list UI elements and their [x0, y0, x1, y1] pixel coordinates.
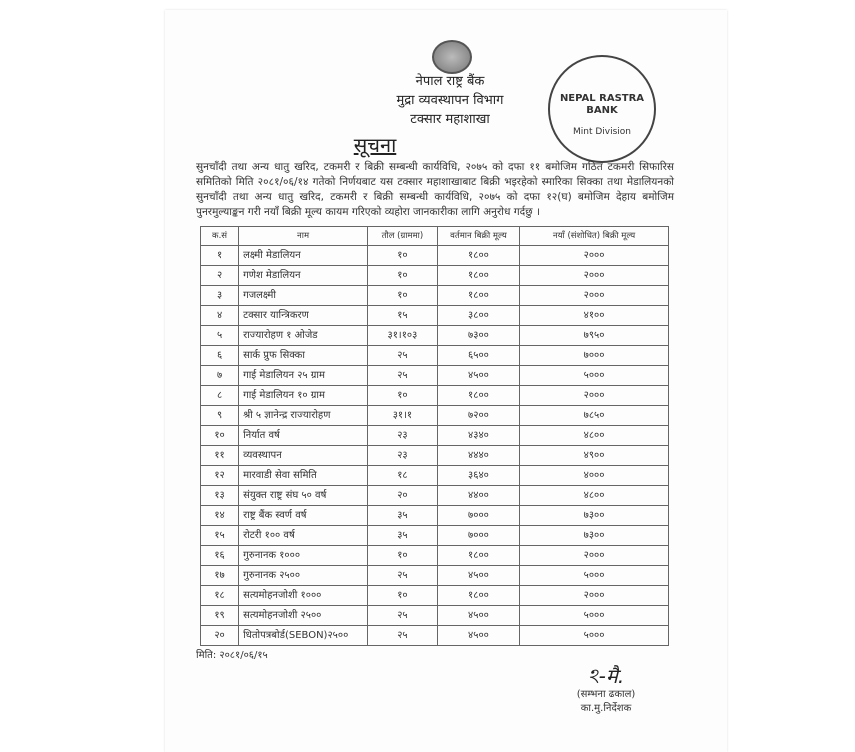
notice-paragraph: सुनचाँदी तथा अन्य धातु खरिद, टकमरी र बिक्री सम्बन्धी कार्यविधि, २०७५ को दफा ११ बमोजिम गठित टकमरी सिफारिस समितिको मिति २०८१/०६/१४ गतेको निर्णयबाट यस टक्सार महाशाखाबाट बिक्री भइरहेको स्मारिका सिक्का तथा मेडालियनको सुनचाँदी तथा अन्य धातु खरिद, टकमरी र बिक्री सम्बन्धी कार्यविधि, २०७५ को दफा १२(घ) बमोजिम देहाय बमोजिम पुनरमुल्याङ्कन गरी नयाँ बिक्री मूल्य कायम गरिएको व्यहोरा जानकारीका लागि अनुरोध गर्दछु ।: [196, 161, 674, 218]
signatory-title: का.मु.निर्देशक: [580, 703, 632, 714]
column-header: नयाँ (संशोधित) बिक्री मूल्य: [520, 227, 669, 246]
name-cell: सत्यमोहनजोशी १०००: [239, 586, 368, 606]
name-cell: गाई मेडालियन १० ग्राम: [239, 386, 368, 406]
name-cell: व्यवस्थापन: [239, 446, 368, 466]
weight-cell: ३१।१०३: [368, 326, 438, 346]
current-price-cell: ४५००: [437, 366, 519, 386]
weight-cell: ३५: [368, 526, 438, 546]
current-price-cell: ७२००: [437, 406, 519, 426]
table-row: [201, 426, 669, 446]
current-price-cell: १८००: [437, 246, 519, 266]
table-row: [201, 526, 669, 546]
header-line2: मुद्रा व्यवस्थापन विभाग: [396, 93, 504, 108]
new-price-cell: ५०००: [520, 626, 669, 646]
name-cell: टक्सार यान्त्रिकरण: [239, 306, 368, 326]
name-cell: संयुक्त राष्ट्र संघ ५० वर्ष: [239, 486, 368, 506]
new-price-cell: ४१००: [520, 306, 669, 326]
name-cell: सार्क प्रुफ सिक्का: [239, 346, 368, 366]
current-price-cell: ७०००: [437, 506, 519, 526]
weight-cell: १५: [368, 306, 438, 326]
new-price-cell: ५०००: [520, 566, 669, 586]
table-row: [201, 366, 669, 386]
table-header-row: [201, 227, 669, 246]
new-price-cell: २०००: [520, 386, 669, 406]
current-price-cell: ४५००: [437, 566, 519, 586]
name-cell: गुरुनानक २५००: [239, 566, 368, 586]
serial-cell: ४: [201, 306, 239, 326]
serial-cell: ६: [201, 346, 239, 366]
new-price-cell: ७०००: [520, 346, 669, 366]
serial-cell: ५: [201, 326, 239, 346]
new-price-cell: ५०००: [520, 366, 669, 386]
name-cell: गुरुनानक १०००: [239, 546, 368, 566]
current-price-cell: ३६४०: [437, 466, 519, 486]
table-row: [201, 626, 669, 646]
weight-cell: २५: [368, 346, 438, 366]
weight-cell: २५: [368, 366, 438, 386]
nrb-emblem-icon: [432, 40, 472, 74]
table-row: [201, 346, 669, 366]
new-price-cell: २०००: [520, 546, 669, 566]
serial-cell: १९: [201, 606, 239, 626]
current-price-cell: ३८००: [437, 306, 519, 326]
weight-cell: २०: [368, 486, 438, 506]
notice-date: मिति: २०८१/०६/१५: [196, 650, 268, 661]
name-cell: राष्ट्र बैंक स्वर्ण वर्ष: [239, 506, 368, 526]
name-cell: निर्यात वर्ष: [239, 426, 368, 446]
serial-cell: १४: [201, 506, 239, 526]
name-cell: श्री ५ ज्ञानेन्द्र राज्यारोहण: [239, 406, 368, 426]
current-price-cell: ७०००: [437, 526, 519, 546]
name-cell: गजलक्ष्मी: [239, 286, 368, 306]
serial-cell: ७: [201, 366, 239, 386]
table-row: [201, 286, 669, 306]
table-row: [201, 566, 669, 586]
current-price-cell: १८००: [437, 266, 519, 286]
serial-cell: १: [201, 246, 239, 266]
table-row: [201, 486, 669, 506]
name-cell: सत्यमोहनजोशी २५००: [239, 606, 368, 626]
serial-cell: १६: [201, 546, 239, 566]
new-price-cell: ७८५०: [520, 406, 669, 426]
serial-cell: १०: [201, 426, 239, 446]
weight-cell: १०: [368, 246, 438, 266]
new-price-cell: ४८००: [520, 486, 669, 506]
serial-cell: ११: [201, 446, 239, 466]
weight-cell: १८: [368, 466, 438, 486]
weight-cell: ३५: [368, 506, 438, 526]
weight-cell: १०: [368, 546, 438, 566]
name-cell: राज्यारोहण १ ओजेड: [239, 326, 368, 346]
table-row: [201, 546, 669, 566]
new-price-cell: ४८००: [520, 426, 669, 446]
weight-cell: १०: [368, 386, 438, 406]
column-header: क.सं: [201, 227, 239, 246]
serial-cell: ९: [201, 406, 239, 426]
current-price-cell: ४४४०: [437, 446, 519, 466]
weight-cell: २५: [368, 606, 438, 626]
table-row: [201, 406, 669, 426]
name-cell: लक्ष्मी मेडालियन: [239, 246, 368, 266]
serial-cell: ८: [201, 386, 239, 406]
current-price-cell: १८००: [437, 546, 519, 566]
bank-seal: NEPAL RASTRA BANK Mint Division: [548, 55, 656, 163]
current-price-cell: ७३००: [437, 326, 519, 346]
new-price-cell: २०००: [520, 246, 669, 266]
table-row: [201, 606, 669, 626]
new-price-cell: २०००: [520, 266, 669, 286]
serial-cell: २०: [201, 626, 239, 646]
price-table: [200, 226, 669, 646]
new-price-cell: ४९००: [520, 446, 669, 466]
signature: ঽ-मै.: [587, 664, 625, 688]
table-row: [201, 586, 669, 606]
name-cell: रोटरी १०० वर्ष: [239, 526, 368, 546]
new-price-cell: ७३००: [520, 506, 669, 526]
name-cell: धितोपत्रबोर्ड(SEBON)२५००: [239, 626, 368, 646]
current-price-cell: ४५००: [437, 626, 519, 646]
serial-cell: ३: [201, 286, 239, 306]
name-cell: गणेश मेडालियन: [239, 266, 368, 286]
table-row: [201, 326, 669, 346]
header-line1: नेपाल राष्ट्र बैंक: [415, 74, 485, 89]
signatory-name: (सम्भना ढकाल): [576, 689, 636, 700]
weight-cell: ३१।१: [368, 406, 438, 426]
weight-cell: २५: [368, 626, 438, 646]
serial-cell: १७: [201, 566, 239, 586]
column-header: नाम: [239, 227, 368, 246]
name-cell: गाई मेडालियन २५ ग्राम: [239, 366, 368, 386]
notice-title: सूचना: [353, 133, 397, 157]
serial-cell: २: [201, 266, 239, 286]
current-price-cell: ४३४०: [437, 426, 519, 446]
current-price-cell: ४५००: [437, 606, 519, 626]
current-price-cell: १८००: [437, 286, 519, 306]
current-price-cell: १८००: [437, 386, 519, 406]
name-cell: मारवाडी सेवा समिति: [239, 466, 368, 486]
new-price-cell: ७९५०: [520, 326, 669, 346]
serial-cell: १५: [201, 526, 239, 546]
serial-cell: १२: [201, 466, 239, 486]
notice-body: [196, 132, 674, 716]
new-price-cell: ५०००: [520, 606, 669, 626]
weight-cell: १०: [368, 286, 438, 306]
table-row: [201, 386, 669, 406]
current-price-cell: ४४००: [437, 486, 519, 506]
new-price-cell: ७३००: [520, 526, 669, 546]
signature-block: [546, 664, 666, 716]
header-line3: टक्सार महाशाखा: [410, 112, 490, 127]
column-header: तौल (ग्राममा): [368, 227, 438, 246]
column-header: वर्तमान बिक्री मूल्य: [437, 227, 519, 246]
table-row: [201, 246, 669, 266]
new-price-cell: २०००: [520, 286, 669, 306]
new-price-cell: २०००: [520, 586, 669, 606]
weight-cell: २५: [368, 566, 438, 586]
current-price-cell: ६५००: [437, 346, 519, 366]
current-price-cell: १८००: [437, 586, 519, 606]
serial-cell: १८: [201, 586, 239, 606]
table-row: [201, 466, 669, 486]
serial-cell: १३: [201, 486, 239, 506]
weight-cell: २३: [368, 426, 438, 446]
weight-cell: १०: [368, 586, 438, 606]
table-row: [201, 506, 669, 526]
table-row: [201, 266, 669, 286]
table-row: [201, 446, 669, 466]
new-price-cell: ४०००: [520, 466, 669, 486]
table-row: [201, 306, 669, 326]
weight-cell: १०: [368, 266, 438, 286]
weight-cell: २३: [368, 446, 438, 466]
